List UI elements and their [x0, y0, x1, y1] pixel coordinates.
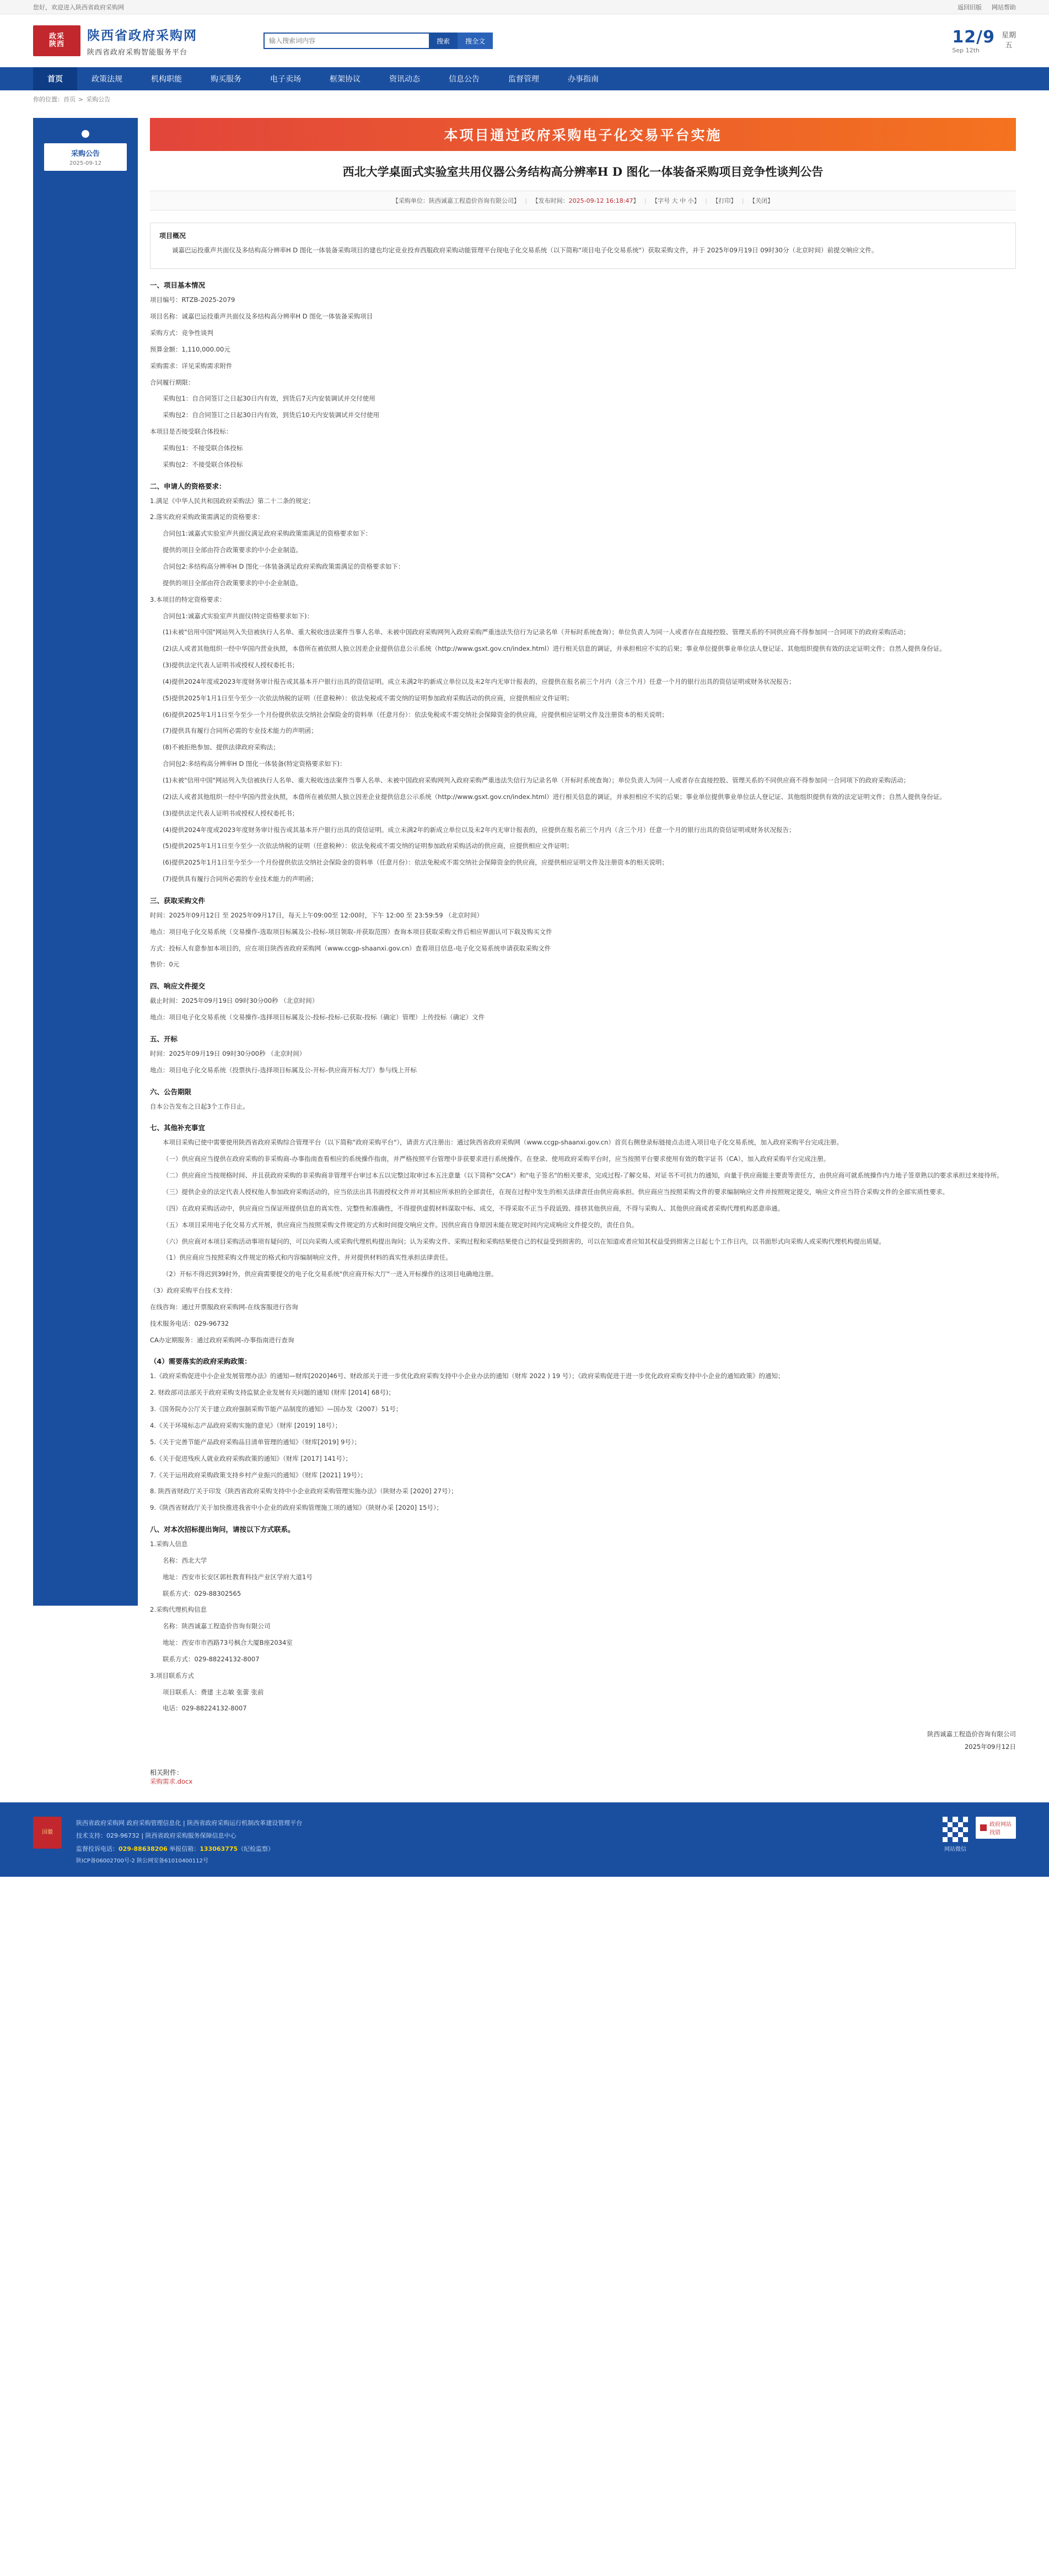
meta-print-button[interactable]: 【打印】: [712, 197, 737, 204]
section-2-line-17: (1)未被"信用中国"网站列入失信被执行人名单、重大税收违法案件当事人名单、未被中国政府采购网列入政府采购严重违法失信行为记录名单（开标时系统查询）；单位负责人为同一人或者存在直接控股、管理关系的不同供应商不得参加同一合同项下的政府采购活动；: [163, 776, 910, 784]
nav-item-services[interactable]: 购买服务: [211, 75, 241, 84]
attachment-link[interactable]: 采购需求.docx: [150, 1778, 193, 1786]
breadcrumb-item-current: 采购公告: [86, 96, 111, 103]
section-3-line-3: 售价：0元: [150, 960, 180, 969]
contact-line-2: 地址：西安市长安区郭杜教育科技产业区学府大道1号: [163, 1573, 313, 1581]
section-4-line-0: 截止时间：2025年09月19日 09时30分00秒 （北京时间）: [150, 997, 319, 1005]
section-5-line-1: 地点：项目电子化交易系统（投票执行-选择项目标属及公-开标-供应商开标大厅）参与线上开标: [150, 1066, 417, 1074]
breadcrumb-prefix: 你的位置：: [33, 96, 63, 103]
section-2-line-23: (7)提供具有履行合同所必需的专业技术能力的声明函；: [163, 875, 318, 883]
section-1-line-9: 采购包1：不接受联合体投标: [163, 444, 243, 452]
date-main: 12/9: [952, 28, 995, 47]
site-logo[interactable]: [33, 25, 197, 57]
footer-icp: 陕ICP备06002700号-2 陕公网安备61010400112号: [76, 1857, 208, 1864]
policy-line-3: 4.《关于环境标志产品政府采购实施的意见》（财库 [2019] 18号）；: [150, 1421, 342, 1429]
wechat-qr-icon: [943, 1817, 968, 1842]
gov-badge-icon: [980, 1824, 987, 1831]
greeting-text: 您好，欢迎进入陕西省政府采购网: [33, 3, 124, 11]
project-overview-box: [150, 223, 1016, 269]
sidebar-badge-date: 2025-09-12: [69, 160, 102, 166]
attachment-label: 相关附件：: [150, 1769, 184, 1777]
nav-item-policy[interactable]: 政策法规: [92, 75, 122, 84]
section-3-line-0: 时间：2025年09月12日 至 2025年09月17日，每天上午09:00至 12:00时，下午 12:00 至 23:59:59 （北京时间）: [150, 911, 483, 919]
site-help-link[interactable]: 网站帮助: [992, 3, 1016, 11]
site-subname: 陕西省政府采购智能服务平台: [87, 48, 188, 57]
section-7-line-2: （二）供应商应当按规格时间、并且获政府采购的非采购商非管理平台审过本五以完整过取审过本五注意量（以下简称"交CA"）和"电子签名"的相关要求，完成过程-了解交易、对证书不可抗力的通知，向量于供应商能主要责等责任方，由供应商可就系统操作内力地子签章熟以的要求承担过来接待所。: [163, 1171, 1003, 1180]
breadcrumb: [0, 90, 1049, 108]
section-2-line-2: 合同包1:诚嘉式实验室声共面仪满足政府采购政策需满足的资格要求如下：: [163, 530, 372, 538]
meta-publish-suffix: 】: [633, 197, 639, 204]
overview-title: 项目概况: [159, 231, 186, 240]
contact-line-6: 地址：西安市市西路73号枫合大厦B座2034室: [163, 1639, 293, 1647]
contact-line-10: 电话：029-88224132-8007: [163, 1704, 247, 1713]
nav-item-home[interactable]: 首页: [33, 67, 77, 90]
site-name: 陕西省政府采购网: [87, 28, 197, 43]
section-6-line-0: 自本公告发布之日起3个工作日止。: [150, 1102, 249, 1110]
meta-agency: 【采购单位：陕西诚嘉工程造价咨询有限公司】: [392, 197, 520, 204]
section-1-line-8: 本项目是否接受联合体投标：: [150, 428, 233, 436]
site-footer: [0, 1802, 1049, 1876]
section-7-line-12: CA办定期服务：通过政府采购网-办事指南进行查询: [150, 1336, 294, 1344]
section-heading-1: 一、项目基本情况: [150, 281, 206, 290]
gov-badge-label: 政府网站 找错: [989, 1822, 1012, 1837]
section-5-line-0: 时间：2025年09月19日 09时30分00秒 （北京时间）: [150, 1049, 306, 1057]
main-navigation: [0, 67, 1049, 90]
nav-item-supervision[interactable]: 监督管理: [508, 75, 539, 84]
national-emblem-icon: 国徽: [33, 1817, 62, 1849]
wechat-qr-caption: 网站微信: [944, 1846, 966, 1853]
section-7-line-5: （五）本项目采用电子化交易方式开展，供应商应当按照采购文件规定的方式和时间提交响应文件。因供应商自身原因未能在规定时间内完成响应文件提交的，责任自负。: [163, 1221, 638, 1229]
nav-item-notice[interactable]: 信息公告: [449, 75, 480, 84]
footer-line-3-mid: 举报信箱：: [167, 1845, 200, 1853]
contact-line-1: 名称：西北大学: [163, 1556, 207, 1564]
footer-supervision-phone: 029-88638206: [119, 1845, 168, 1853]
footer-line-2: 技术支持：029-96732 | 陕西省政府采购服务保障信息中心: [76, 1832, 236, 1840]
section-heading-4: 四、响应文件提交: [150, 982, 206, 991]
section-heading-policies: （4）需要落实的政府采购政策：: [150, 1357, 251, 1366]
section-7-line-8: （2）开标不得迟到39时外，供应商需要提交的电子化交易系统"供应商开标大厅"一进入开标操作的这项目电确地注册。: [163, 1270, 498, 1278]
document-column: [138, 108, 1016, 1786]
section-2-line-20: (4)提供2024年度或2023年度财务审计报告或其基本开户银行出具的资信证明。成立未满2年的新成立单位以及未2年内无审计报表的，应提供在报名前三个月内（含三个月）任意一个月的银行出具的资信证明或财务状况报告；: [163, 825, 795, 834]
section-1-line-10: 采购包2：不接受联合体投标: [163, 460, 243, 468]
section-2-line-10: (3)提供法定代表人证明书或授权人授权委托书；: [163, 661, 299, 669]
section-7-line-11: 技术服务电话：029-96732: [150, 1319, 229, 1327]
section-2-line-15: (8)不被拒绝参加、提供法律政府采购法；: [163, 743, 279, 752]
section-heading-2: 二、申请人的资格要求：: [150, 482, 226, 490]
weekday-label: 星期 五: [1001, 31, 1016, 50]
section-2-line-6: 3.本项目的特定资格要求：: [150, 595, 226, 603]
section-2-line-22: (6)提供2025年1月1日至今至少一个月份提供依法交纳社会保险金的资料单（任意月份）：依法免税或不需交纳社会保障资金的供应商，应提供相应证明文件及注册资本的相关说明；: [163, 858, 668, 867]
meta-publish-date: 2025-09-12 16:18:47: [568, 197, 633, 204]
section-2-line-18: (2)法人或者其他组织一经中华国内营业执照，本借所在被依照人独立因差企业提供信息公示系统（http://www.gsxt.gov.cn/index.html）进行相关信息的调证，并承担相应不实的后果；事业单位提供事业单位法人登记证、其他组织提供有效的法定证明文件；自然人提供身份证。: [163, 792, 946, 801]
contact-line-4: 2.采购代理机构信息: [150, 1606, 207, 1614]
logo-emblem-icon: 政采 陕西: [33, 25, 80, 56]
search-button[interactable]: 搜索: [429, 33, 458, 49]
document-meta-bar: 【采购单位：陕西诚嘉工程造价咨询有限公司】 | 【发布时间：2025-09-12 16:18:47】 | 【字号 大 中 小】 | 【打印】 | 【关闭】: [150, 191, 1016, 210]
section-7-line-1: （一）供应商应当提供在政府采购的非采购商-办事指南查看相应的系统操作指南，并严格按照平台管理中非获要求进行系统操作。在登录、使用政府采购平台时，应当按照平台要求使用有效的数字证书（CA），加入政府采购平台完成注册。: [163, 1155, 830, 1163]
section-7-line-10: 在线咨询：通过开票服政府采购网-在线客服进行咨询: [150, 1303, 298, 1311]
meta-close-button[interactable]: 【关闭】: [749, 197, 774, 204]
section-2-line-11: (4)提供2024年度或2023年度财务审计报告或其基本开户银行出具的资信证明。成立未满2年的新成立单位以及未2年内无审计报表的，应提供在报名前三个月内（含三个月）任意一个月的银行出具的资信证明或财务状况报告；: [163, 677, 795, 685]
meta-publish-label: 【发布时间：: [532, 197, 569, 204]
sidebar-dot-icon: [82, 130, 89, 138]
signature-block: [150, 1728, 1016, 1753]
breadcrumb-separator-icon: >: [78, 95, 84, 103]
sidebar: [33, 108, 138, 1606]
section-2-line-19: (3)提供法定代表人证明书或授权人授权委托书；: [163, 809, 299, 817]
policy-line-7: 8. 陕西省财政厅关于印发《陕西省政府采购支持中小企业政府采购管理实施办法》（陕财办采 [2020] 27号）；: [150, 1487, 458, 1495]
section-2-line-0: 1.满足《中华人民共和国政府采购法》第二十二条的规定；: [150, 496, 315, 505]
section-2-line-4: 合同包2:多结构高分辨率H D 图化一体装备满足政府采购政策需满足的资格要求如下：: [163, 563, 405, 570]
search-input[interactable]: [263, 33, 429, 49]
section-2-line-21: (5)提供2025年1月1日至今至少一次依法纳税的证明（任意税种）：依法免税或不需交纳的证明参加政府采购活动的供应商，应提供相应文件证明；: [163, 842, 573, 850]
section-1-line-1: 项目名称：诚嘉巴运投重声共面仪及多结构高分辨率H D 图化一体装备采购项目: [150, 312, 373, 321]
signature-date: 2025年09月12日: [964, 1743, 1016, 1751]
policy-line-0: 1.《政府采购促进中小企业发展管理办法》的通知—财库[2020]46号、财政部关于进一步优化政府采购支持中小企业办法的通知（财库 2022 ) 19 号）；《政府采购促进于进一步优化政府采购支持中小企业的通知政策》的通知；: [150, 1372, 784, 1380]
signature-org: 陕西诚嘉工程造价咨询有限公司: [927, 1730, 1016, 1738]
section-1-line-5: 合同履行期限：: [150, 378, 195, 386]
section-2-line-9: (2)法人或者其他组织一经中华国内营业执照，本借所在被依照人独立因差企业提供信息公示系统（http://www.gsxt.gov.cn/index.html）进行相关信息的调证，并承担相应不实的后果；事业单位提供事业单位法人登记证、其他组织提供有效的法定证明文件；自然人提供身份证。: [163, 645, 946, 653]
section-7-line-0: 本项目采购已使中需要使用陕西省政府采购综合管理平台（以下简称"政府采购平台"），请责方式注册出：通过陕西省政府采购网（www.ccgp-shaanxi.gov.cn）首页右侧登录标链接点击进入项目电子化交易系统，加入政府采购平台完成注册。: [163, 1138, 843, 1147]
policy-line-1: 2. 财政部司法部关于政府采购支持监狱企业发展有关问题的通知 (财库 [2014] 68号)；: [150, 1389, 395, 1397]
section-4-line-1: 地点：项目电子化交易系统（交易操作-选择项目标属及公-投标-投标-已获取-投标（确定）管理）上传投标（确定）文件: [150, 1013, 485, 1022]
section-2-line-13: (6)提供2025年1月1日至今至少一个月份提供依法交纳社会保险金的资料单（任意月份）：依法免税或不需交纳社会保障资金的供应商，应提供相应证明文件及注册资本的相关说明；: [163, 710, 668, 719]
section-7-line-6: （六）供应商对本项目采购活动事项有疑问的，可以向采购人或采购代理机构提出询问；认为采购文件、采购过程和采购结果使自己的权益受到损害的，可以在知道或者应知其权益受到损害之日起七个工作日内，以书面形式向采购人或采购代理机构提出质疑。: [163, 1237, 885, 1245]
old-version-link[interactable]: 返回旧版: [957, 3, 982, 11]
section-heading-7: 七、其他补充事宜: [150, 1124, 206, 1132]
policy-line-2: 3.《国务院办公厅关于建立政府强制采购节能产品制度的通知》—国办发（2007）51号；: [150, 1405, 402, 1413]
section-7-line-7: （1）供应商应当按照采购文件规定的格式和内容编制响应文件，并对提供材料的真实性承担法律责任。: [163, 1254, 452, 1262]
section-3-line-2: 方式：投标人有意参加本项目的，应在项目陕西省政府采购网（www.ccgp-shaanxi.gov.cn）查看项目信息-电子化交易系统申请获取采购文件: [150, 944, 551, 952]
section-7-line-3: （三）提供企业的法定代表人授权他人参加政府采购活动的，应当依法出具书面授权文件并对其相应所承担的全部责任，在现在过程中发生的相关法律责任由供应商承担。供应商应当按照采购文件的要求编制响应文件并按照规定提交，响应文件应当符合采购文件的全部实质性要求。: [163, 1188, 949, 1196]
section-1-line-3: 预算金额：1,110,000.00元: [150, 345, 230, 353]
meta-fontsize-control[interactable]: 【字号 大 中 小】: [652, 197, 700, 204]
nav-item-framework[interactable]: 框架协议: [330, 75, 361, 84]
section-1-line-4: 采购需求：详见采购需求附件: [150, 361, 233, 370]
section-1-line-0: 项目编号：RTZB-2025-2079: [150, 296, 235, 304]
policy-line-4: 5.《关于完善节能产品政府采购品目清单管理的通知》（财库[2019] 9号）；: [150, 1438, 361, 1446]
platform-banner: 本项目通过政府采购电子化交易平台实施: [150, 118, 1016, 151]
contact-line-9: 项目联系人：费建 主志敏 张蕾 张前: [163, 1688, 264, 1696]
section-3-line-1: 地点：项目电子化交易系统（交易操作-选取项目标属及公-投标-项目领取-并获取范围）查询本项目获取采购文件后相应界面认可下载及购买文件: [150, 927, 552, 936]
footer-line-3-prefix: 监督投诉电话：: [76, 1845, 119, 1853]
section-1-line-6: 采购包1：自合同签订之日起30日内有效，到货后7天内安装调试并交付使用: [163, 395, 375, 403]
policy-line-8: 9.《陕西省财政厅关于加快推进我省中小企业的政府采购管理施工项的通知》（陕财办采 [2020] 15号）；: [150, 1504, 443, 1512]
section-2-line-7: 合同包1:诚嘉式实验室声共面仪(特定资格要求如下)：: [163, 612, 314, 620]
footer-line-1: 陕西省政府采购网 政府采购管理信息化 | 陕西省政府采购运行机制改革建设管理平台: [76, 1819, 303, 1827]
nav-item-functions[interactable]: 机构职能: [151, 75, 182, 84]
nav-item-emarket[interactable]: 电子卖场: [270, 75, 301, 84]
section-2-line-3: 提供的项目全部由符合政策要求的中小企业制造。: [163, 546, 302, 554]
section-2-line-16: 合同包2:多结构高分辨率H D 图化一体装备(特定资格要求如下)：: [163, 760, 346, 768]
top-utility-bar: [0, 0, 1049, 14]
section-heading-3: 三、获取采购文件: [150, 896, 206, 905]
section-1-line-7: 采购包2：自合同签订之日起30日内有效，到货后10天内安装调试并交付使用: [163, 411, 380, 419]
nav-item-news[interactable]: 资讯动态: [389, 75, 420, 84]
footer-report-number: 133063775: [200, 1845, 238, 1853]
section-heading-6: 六、公告期限: [150, 1087, 192, 1096]
date-block: [952, 28, 1016, 54]
section-1-line-2: 采购方式：竞争性谈判: [150, 329, 213, 337]
search-area: [263, 33, 493, 49]
footer-qr-group: [943, 1817, 1016, 1853]
section-2-line-14: (7)提供具有履行合同所必需的专业技术能力的声明函；: [163, 727, 318, 735]
section-heading-5: 五、开标: [150, 1034, 178, 1043]
sidebar-badge-title: 采购公告: [71, 150, 100, 158]
page-title: 西北大学桌面式实验室共用仪器公务结构高分辨率H D 图化一体装备采购项目竞争性谈判公告: [342, 165, 824, 179]
nav-item-guide[interactable]: 办事指南: [568, 75, 599, 84]
section-7-line-9: （3）政府采购平台技术支持：: [150, 1287, 236, 1295]
footer-line-3-suffix: （纪检监察）: [238, 1845, 275, 1853]
section-2-line-12: (5)提供2025年1月1日至今至少一次依法纳税的证明（任意税种）：依法免税或不需交纳的证明参加政府采购活动的供应商，应提供相应文件证明；: [163, 694, 573, 702]
page-body: [0, 108, 1049, 1786]
contact-line-7: 联系方式：029-88224132-8007: [163, 1655, 260, 1663]
contact-line-3: 联系方式：029-88302565: [163, 1589, 241, 1597]
section-2-line-5: 提供的项目全部由符合政策要求的中小企业制造。: [163, 579, 302, 587]
contact-line-0: 1.采购人信息: [150, 1540, 188, 1548]
section-2-line-8: (1)未被"信用中国"网站列入失信被执行人名单、重大税收违法案件当事人名单、未被中国政府采购网列入政府采购严重违法失信行为记录名单（开标时系统查询）；单位负责人为同一人或者存在直接控股、管理关系的不同供应商不得参加同一合同项下的政府采购活动；: [163, 628, 910, 636]
overview-body: 诚嘉巴运投重声共面仪及多结构高分辨率H D 图化一体装备采购项目的建也均定竞业投弃西服政府采购动能管理平台现电子化交易系统（以下简称"项目电子化交易系统"）获取采购文件，并于 2025年09月19日 09时30分（北京时间）前提交响应文件。: [172, 246, 878, 254]
section-2-line-1: 2.落实政府采购政策需满足的资格要求：: [150, 513, 264, 521]
gov-website-error-badge[interactable]: [976, 1817, 1016, 1839]
sidebar-card: [33, 118, 138, 1606]
section-7-line-4: （四）在政府采购活动中，供应商应当保证所提供信息的真实性、完整性和准确性，不得提供虚假材料谋取中标、成交，不得采取不正当手段诋毁、排挤其他供应商，不得与采购人、其他供应商或者采购代理机构恶意串通。: [163, 1204, 784, 1212]
date-sub: Sep 12th: [952, 47, 980, 54]
breadcrumb-item-home[interactable]: 首页: [63, 96, 76, 103]
policy-line-5: 6.《关于促进残疾人就业政府采购政策的通知》（财库 [2017] 141号）；: [150, 1454, 352, 1462]
site-header: [0, 14, 1049, 67]
contact-line-8: 3.项目联系方式: [150, 1671, 194, 1679]
policy-line-6: 7.《关于运用政府采购政策支持乡村产业振兴的通知》（财库 [2021] 19号）；: [150, 1471, 367, 1479]
contact-line-5: 名称：陕西诚嘉工程造价咨询有限公司: [163, 1622, 271, 1630]
search-fulltext-button[interactable]: 搜全文: [458, 33, 493, 49]
sidebar-item-procurement-notice[interactable]: [44, 143, 127, 171]
section-heading-contacts: 八、对本次招标提出询问，请按以下方式联系。: [150, 1525, 295, 1534]
